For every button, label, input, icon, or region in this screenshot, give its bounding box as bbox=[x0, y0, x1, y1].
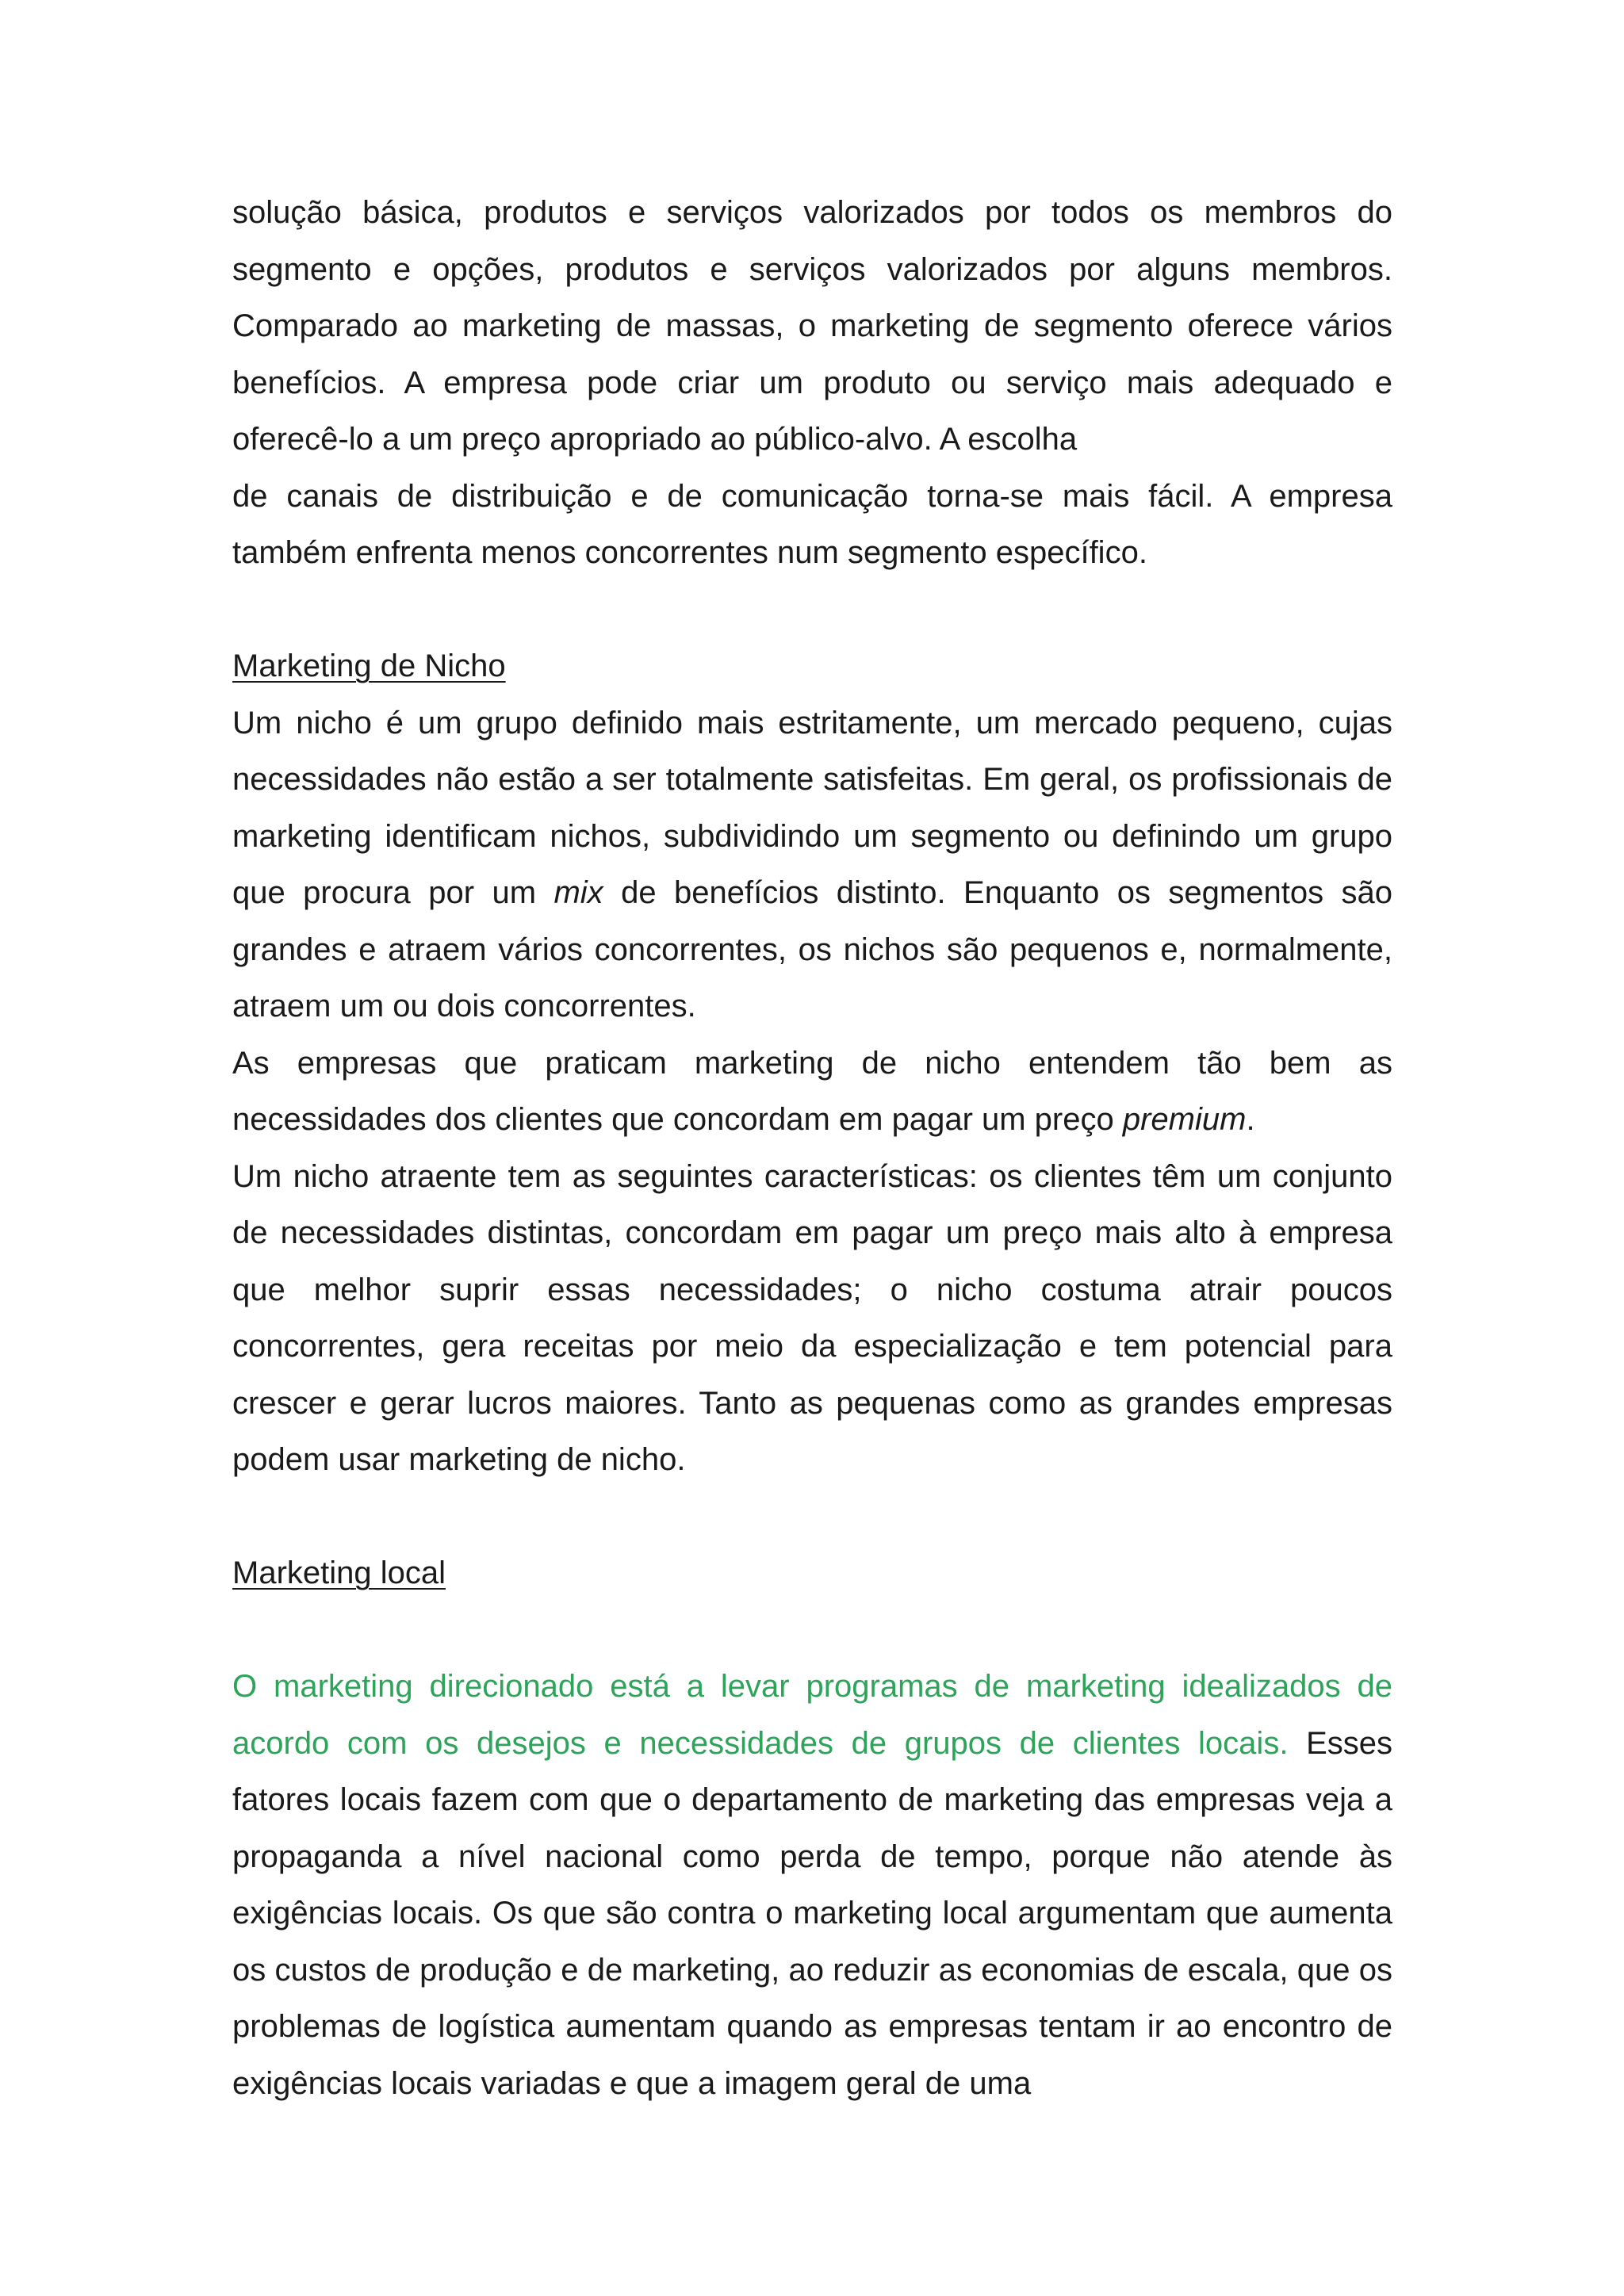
text-run-italic: mix bbox=[553, 875, 603, 910]
paragraph-spacer bbox=[232, 582, 1392, 639]
paragraph-spacer bbox=[232, 1489, 1392, 1546]
paragraph-spacer bbox=[232, 1602, 1392, 1659]
document-page bbox=[232, 185, 1392, 2112]
paragraph-niche-premium bbox=[232, 1035, 1392, 1149]
text-run-italic: premium bbox=[1122, 1102, 1247, 1137]
highlighted-text: O marketing direcionado está a levar programas de marketing idealizados de acordo com os desejos e necessidades de grupos de clientes locais. bbox=[232, 1669, 1392, 1761]
text-run: . bbox=[1246, 1102, 1255, 1137]
text-run: Esses fatores locais fazem com que o departamento de marketing das empresas veja a propaganda a nível nacional como perda de tempo, porque não atende às exigências locais. Os que são contra o marketing local argumentam que aumenta os custos de produção e de marketing, ao reduzir as economias de escala, que os problemas de logística aumentam quando as empresas tentam ir ao encontro de exigências locais variadas e que a imagem geral de uma bbox=[232, 1725, 1392, 2101]
paragraph-segment-channels: de canais de distribuição e de comunicação torna-se mais fácil. A empresa também enfrenta menos concorrentes num segmento específico. bbox=[232, 478, 1392, 570]
paragraph-niche-definition bbox=[232, 695, 1392, 1035]
paragraph-segment-benefits: solução básica, produtos e serviços valorizados por todos os membros do segmento e opções, produtos e serviços valorizados por alguns membros. Comparado ao marketing de massas, o marketing de segmento oferece vários benefícios. A empresa pode criar um produto ou serviço mais adequado e oferecê-lo a um preço apropriado ao público-alvo. A escolha bbox=[232, 195, 1392, 457]
text-run: As empresas que praticam marketing de nicho entendem tão bem as necessidades dos clientes que concordam em pagar um preço bbox=[232, 1045, 1392, 1137]
text-run: de benefícios distinto. Enquanto os segmentos são grandes e atraem vários concorrentes, os nichos são pequenos e, normalmente, atraem um ou dois concorrentes. bbox=[232, 875, 1393, 1024]
paragraph-local-marketing bbox=[232, 1659, 1392, 2112]
heading-marketing-de-nicho: Marketing de Nicho bbox=[232, 649, 506, 683]
heading-marketing-local: Marketing local bbox=[232, 1556, 446, 1590]
text-run: Um nicho é um grupo definido mais estritamente, um mercado pequeno, cujas necessidades não estão a ser totalmente satisfeitas. Em geral, os profissionais de marketing identificam nichos, subdividindo um segmento ou definindo um grupo que procura por um bbox=[232, 705, 1392, 910]
paragraph-niche-characteristics: Um nicho atraente tem as seguintes características: os clientes têm um conjunto de necessidades distintas, concordam em pagar um preço mais alto à empresa que melhor suprir essas necessidades; o nicho costuma atrair poucos concorrentes, gera receitas por meio da especialização e tem potencial para crescer e gerar lucros maiores. Tanto as pequenas como as grandes empresas podem usar marketing de nicho. bbox=[232, 1158, 1392, 1477]
